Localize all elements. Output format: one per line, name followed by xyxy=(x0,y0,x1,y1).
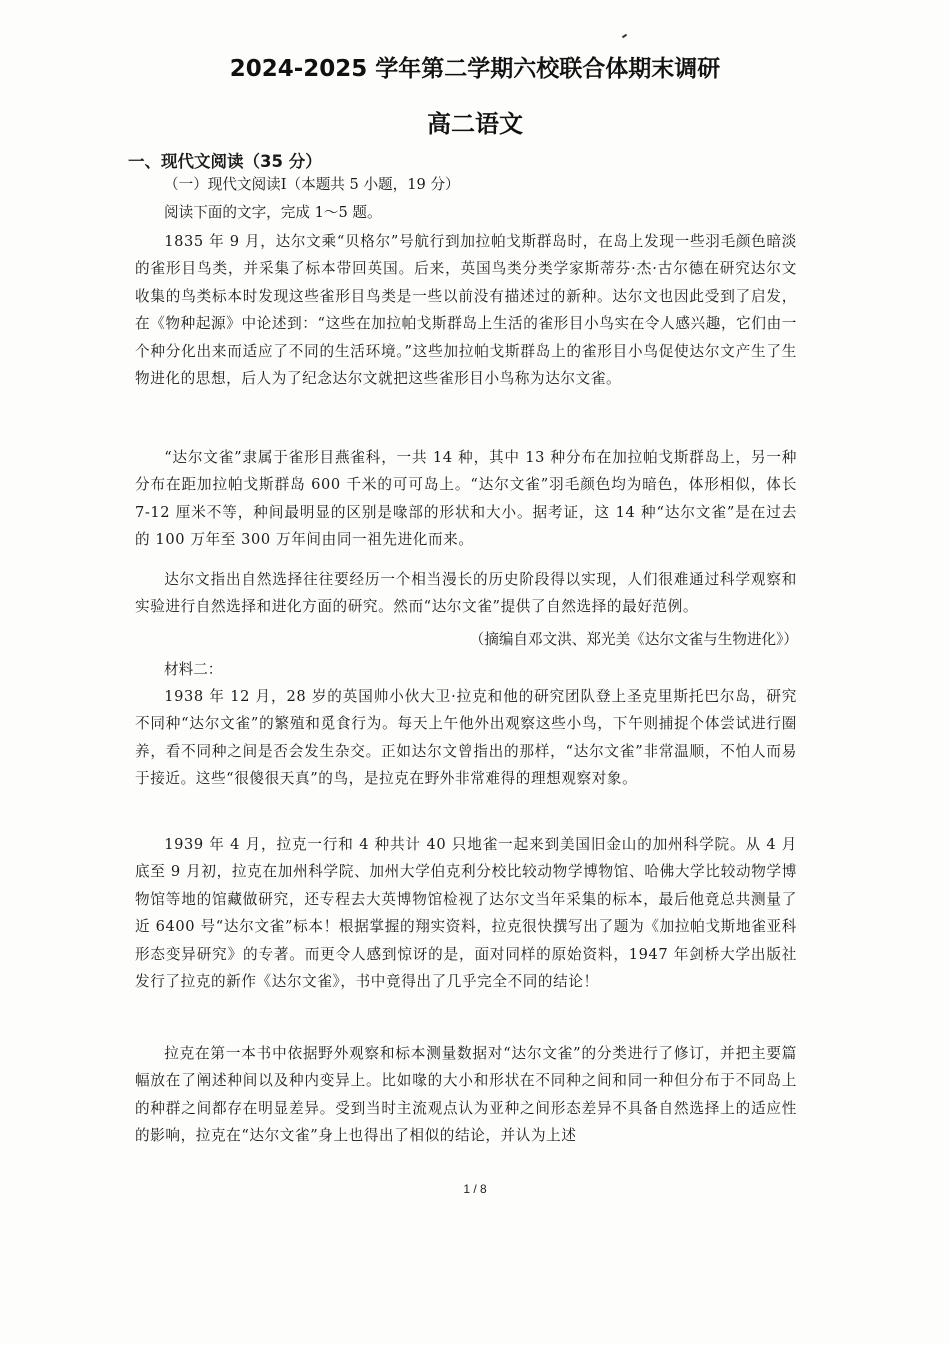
material2-label: 材料二： xyxy=(164,661,223,678)
page-number: 1 / 8 xyxy=(463,1182,487,1196)
reading-instruction: 阅读下面的文字，完成 1～5 题。 xyxy=(164,204,382,221)
section-subheading: （一）现代文阅读Ⅰ（本题共 5 小题，19 分） xyxy=(164,176,460,193)
material2-paragraph-1: 1938 年 12 月，28 岁的英国帅小伙大卫·拉克和他的研究团队登上圣克里斯托巴尔岛，研究不同种“达尔文雀”的繁殖和觅食行为。每天上午他外出观察这些小鸟，下午则捕捉个体尝试进行圈养，看不同种之间是否会发生杂交。正如达尔文曾指出的那样，“达尔文雀”非常温顺，不怕人而易于接近。这些“很傻很天真”的鸟，是拉克在野外非常难得的理想观察对象。 xyxy=(135,688,797,788)
scan-speck-mark xyxy=(622,34,627,39)
material1-citation: （摘编自邓文洪、郑光美《达尔文雀与生物进化》） xyxy=(469,631,798,648)
material2-paragraph-2: 1939 年 4 月，拉克一行和 4 种共计 40 只地雀一起来到美国旧金山的加州科学院。从 4 月底至 9 月初，拉克在加州科学院、加州大学伯克利分校比较动物学博物馆、哈佛大学比较动物学博物馆等地的馆藏做研究，还专程去大英博物馆检视了达尔文当年采集的标本，最后他竟总共测量了近 6400 号“达尔文雀”标本！根据掌握的翔实资料，拉克很快撰写出了题为《加拉帕戈斯地雀亚科形态变异研究》的专著。而更令人感到惊讶的是，面对同样的原始资料，1947 年剑桥大学出版社发行了拉克的新作《达尔文雀》，书中竟得出了几乎完全不同的结论！ xyxy=(135,836,797,991)
material1-paragraph-3: 达尔文指出自然选择往往要经历一个相当漫长的历史阶段得以实现，人们很难通过科学观察和实验进行自然选择和进化方面的研究。然而“达尔文雀”提供了自然选择的最好范例。 xyxy=(135,571,797,616)
section-heading: 一、现代文阅读（35 分） xyxy=(128,152,322,171)
exam-title: 2024-2025 学年第二学期六校联合体期末调研 xyxy=(229,56,721,82)
material2-paragraph-3: 拉克在第一本书中依据野外观察和标本测量数据对“达尔文雀”的分类进行了修订，并把主要篇幅放在了阐述种间以及种内变异上。比如喙的大小和形状在不同种之间和同一种但分布于不同岛上的种群之间都存在明显差异。受到当时主流观点认为亚种之间形态差异不具备自然选择上的适应性的影响，拉克在“达尔文雀”身上也得出了相似的结论，并认为上述 xyxy=(135,1045,797,1145)
material1-paragraph-1: 1835 年 9 月，达尔文乘“贝格尔”号航行到加拉帕戈斯群岛时，在岛上发现一些羽毛颜色暗淡的雀形目鸟类，并采集了标本带回英国。后来，英国鸟类分类学家斯蒂芬·杰·古尔德在研究达尔文收集的鸟类标本时发现这些雀形目鸟类是一些以前没有描述过的新种。达尔文也因此受到了启发，在《物种起源》中论述到：“这些在加拉帕戈斯群岛上生活的雀形目小鸟实在令人感兴趣，它们由一个种分化出来而适应了不同的生活环境。”这些加拉帕戈斯群岛上的雀形目小鸟促使达尔文产生了生物进化的思想，后人为了纪念达尔文就把这些雀形目小鸟称为达尔文雀。 xyxy=(135,233,797,388)
material1-paragraph-2: “达尔文雀”隶属于雀形目燕雀科，一共 14 种，其中 13 种分布在加拉帕戈斯群岛上，另一种分布在距加拉帕戈斯群岛 600 千米的可可岛上。“达尔文雀”羽毛颜色均为暗色，体形相似，体长 7-12 厘米不等，种间最明显的区别是喙部的形状和大小。据考证，这 14 种“达尔文雀”是在过去的 100 万年至 300 万年间由同一祖先进化而来。 xyxy=(135,449,797,549)
exam-subject: 高二语文 xyxy=(427,110,523,138)
